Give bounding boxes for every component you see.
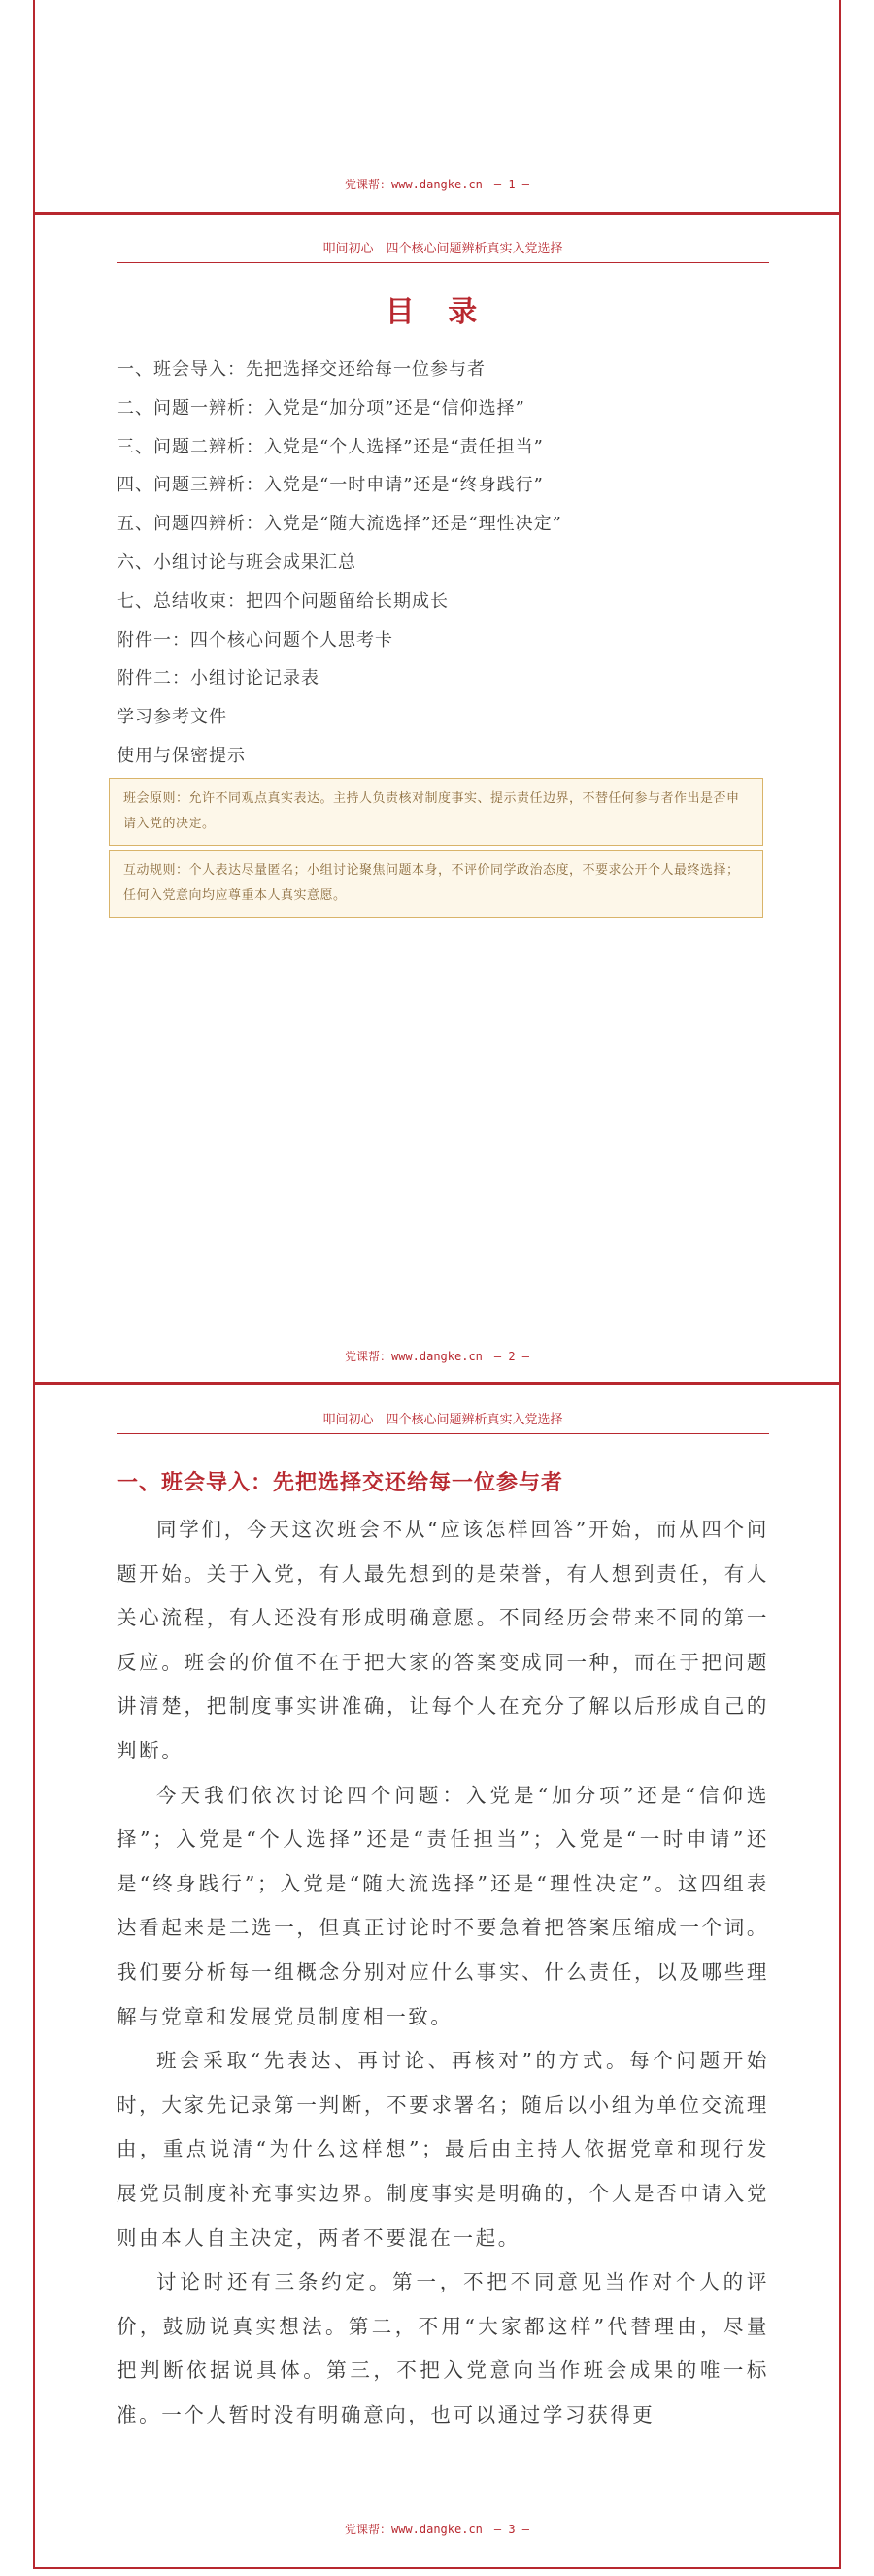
paragraph: 今天我们依次讨论四个问题：入党是“加分项”还是“信仰选择”；入党是“个人选择”还是“责任担当”；入党是“一时申请”还是“终身践行”；入党是“随大流选择”还是“理性决定”。这四组表达看起来是二选一，但真正讨论时不要急着把答案压缩成一个词。我们要分析每一组概念分别对应什么事实、什么责任，以及哪些理解与党章和发展党员制度相一致。 <box>117 1783 769 2028</box>
page-3-footer <box>0 2521 874 2537</box>
page-bottom-border <box>33 2567 841 2569</box>
running-header: 叩问初心 四个核心问题辨析真实入党选择 <box>117 1409 769 1434</box>
footer-page-number: — 3 — <box>493 2523 530 2536</box>
page-1-footer <box>0 176 874 192</box>
toc-list <box>117 351 562 776</box>
paragraph: 同学们，今天这次班会不从“应该怎样回答”开始，而从四个问题开始。关于入党，有人最先想到的是荣誉，有人想到责任，有人关心流程，有人还没有形成明确意愿。不同经历会带来不同的第一反应。班会的价值不在于把大家的答案变成同一种，而在于把问题讲清楚，把制度事实讲准确，让每个人在充分了解以后形成自己的判断。 <box>117 1518 769 1762</box>
notice-principle: 班会原则：允许不同观点真实表达。主持人负责核对制度事实、提示责任边界，不替任何参与者作出是否申请入党的决定。 <box>109 778 763 846</box>
toc-item[interactable]: 三、问题二辨析：入党是“个人选择”还是“责任担当” <box>117 436 544 457</box>
paragraph: 班会采取“先表达、再讨论、再核对”的方式。每个问题开始时，大家先记录第一判断，不要求署名；随后以小组为单位交流理由，重点说清“为什么这样想”；最后由主持人依据党章和现行发展党员制度补充事实边界。制度事实是明确的，个人是否申请入党则由本人自主决定，两者不要混在一起。 <box>117 2049 769 2250</box>
toc-item[interactable]: 二、问题一辨析：入党是“加分项”还是“信仰选择” <box>117 397 525 418</box>
paragraph: 讨论时还有三条约定。第一，不把不同意见当作对个人的评价，鼓励说真实想法。第二，不用“大家都这样”代替理由，尽量把判断依据说具体。第三，不把入党意向当作班会成果的唯一标准。一个人暂时没有明确意向，也可以通过学习获得更 <box>117 2270 769 2426</box>
footer-site: 党课帮：www.dangke.cn <box>344 2523 483 2536</box>
running-header: 叩问初心 四个核心问题辨析真实入党选择 <box>117 238 769 263</box>
toc-item[interactable]: 一、班会导入：先把选择交还给每一位参与者 <box>117 359 486 380</box>
footer-site: 党课帮：www.dangke.cn <box>344 178 483 191</box>
section-heading: 一、班会导入：先把选择交还给每一位参与者 <box>117 1471 564 1495</box>
toc-item[interactable]: 附件二：小组讨论记录表 <box>117 668 319 689</box>
notice-rule: 互动规则：个人表达尽量匿名；小组讨论聚焦问题本身，不评价同学政治态度，不要求公开个人最终选择；任何入党意向均应尊重本人真实意愿。 <box>109 850 763 918</box>
footer-page-number: — 2 — <box>493 1350 530 1363</box>
footer-site: 党课帮：www.dangke.cn <box>344 1350 483 1363</box>
toc-title: 目 录 <box>385 295 489 329</box>
section-body <box>117 1508 769 2437</box>
footer-page-number: — 1 — <box>493 178 530 191</box>
toc-item[interactable]: 使用与保密提示 <box>117 745 246 766</box>
toc-item[interactable]: 学习参考文件 <box>117 707 227 728</box>
toc-item[interactable]: 七、总结收束：把四个问题留给长期成长 <box>117 590 449 612</box>
page-2-footer <box>0 1348 874 1364</box>
toc-item[interactable]: 附件一：四个核心问题个人思考卡 <box>117 629 393 651</box>
toc-item[interactable]: 五、问题四辨析：入党是“随大流选择”还是“理性决定” <box>117 514 562 535</box>
toc-item[interactable]: 六、小组讨论与班会成果汇总 <box>117 552 356 573</box>
toc-item[interactable]: 四、问题三辨析：入党是“一时申请”还是“终身践行” <box>117 475 544 496</box>
